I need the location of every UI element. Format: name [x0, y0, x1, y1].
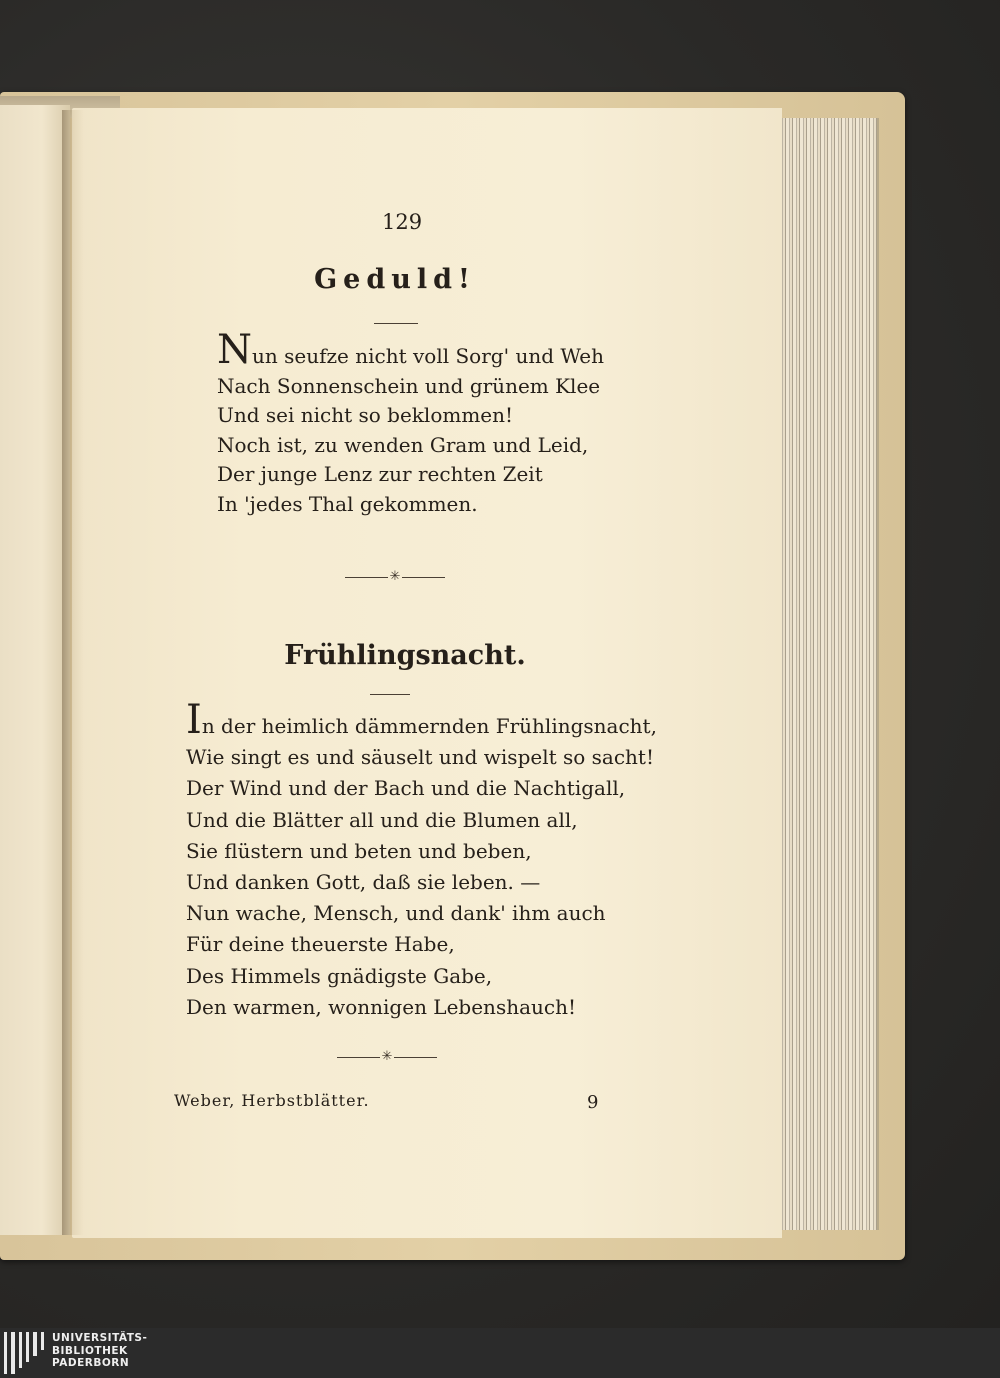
poem-line	[217, 327, 605, 373]
section-ornament	[337, 1050, 437, 1064]
library-name-line: BIBLIOTHEK	[52, 1344, 128, 1357]
poem-line: Für deine theuerste Habe,	[186, 932, 455, 957]
poem-line: Der Wind und der Bach und die Nachtigall,	[186, 776, 626, 801]
title-rule	[370, 694, 410, 695]
poem-line	[186, 697, 657, 743]
poem-line: Noch ist, zu wenden Gram und Leid,	[217, 432, 589, 457]
library-name-line: UNIVERSITÄTS-	[52, 1332, 148, 1344]
poem-title-geduld: Geduld!	[314, 264, 476, 295]
ornament-line	[402, 577, 445, 578]
poem-line-text: n der heimlich dämmernden Frühlingsnacht,	[201, 714, 657, 738]
library-logo-icon	[0, 1332, 44, 1374]
ornament-line	[394, 1057, 437, 1058]
drop-initial: N	[217, 327, 252, 373]
poem-line: Und danken Gott, daß sie leben. —	[186, 870, 541, 895]
poem-line: In 'jedes Thal gekommen.	[217, 491, 478, 516]
poem-title-fruehlingsnacht: Frühlingsnacht.	[284, 640, 526, 671]
poem-stanza-fruehlingsnacht	[186, 697, 657, 1023]
section-ornament	[345, 570, 445, 584]
poem-line: Des Himmels gnädigste Gabe,	[186, 963, 493, 988]
poem-line: Nun wache, Mensch, und dank' ihm auch	[186, 901, 606, 926]
poem-line: Nach Sonnenschein und grünem Klee	[217, 373, 601, 398]
poem-stanza-geduld	[217, 327, 605, 519]
poem-line: Sie flüstern und beten und beben,	[186, 838, 532, 863]
poem-line: Der junge Lenz zur rechten Zeit	[217, 462, 543, 486]
title-rule	[374, 323, 418, 324]
drop-initial: I	[186, 697, 202, 743]
ornament-star-icon: ✳	[381, 1049, 393, 1064]
library-name-line: PADERBORN	[52, 1357, 130, 1369]
ornament-line	[337, 1057, 380, 1058]
sheet-number: 9	[587, 1092, 599, 1113]
poem-line: Wie singt es und säuselt und wispelt so sacht!	[186, 745, 655, 770]
poem-line-text: un seufze nicht voll Sorg' und Weh	[252, 344, 605, 368]
library-name	[52, 1332, 147, 1370]
poem-line: Und sei nicht so beklommen!	[217, 403, 514, 427]
ornament-line	[345, 577, 388, 578]
poem-line: Den warmen, wonnigen Lebenshauch!	[186, 994, 577, 1019]
ornament-star-icon: ✳	[389, 569, 401, 584]
poem-line: Und die Blätter all und die Blumen all,	[186, 807, 578, 832]
signature-line: Weber, Herbstblätter.	[174, 1091, 370, 1110]
page-number: 129	[382, 210, 423, 234]
library-banner	[0, 1328, 1000, 1378]
page-stack-edge	[765, 118, 879, 1230]
